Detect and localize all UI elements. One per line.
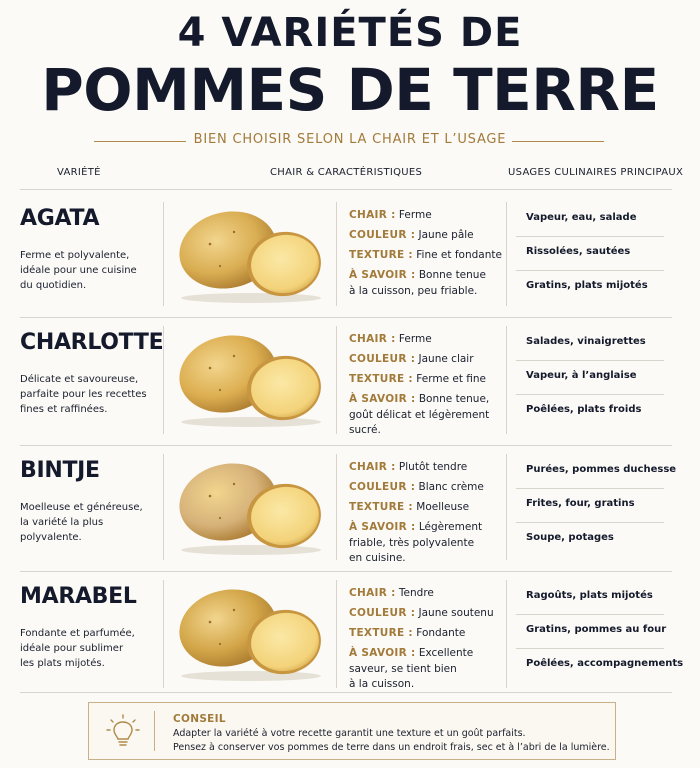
column-separator (506, 454, 507, 560)
column-header-usage: USAGES CULINAIRES PRINCIPAUX (508, 167, 684, 178)
lightbulb-icon (103, 712, 143, 752)
char-texture-value: Moelleuse (416, 501, 470, 513)
variety-name: AGATA (20, 206, 100, 231)
char-savoir-value: Bonne tenue, (418, 393, 490, 405)
variety-description-line: Fondante et parfumée, (20, 628, 135, 639)
char-chair-label: CHAIR : (349, 333, 396, 345)
char-savoir-continued: friable, très polyvalente (349, 537, 475, 549)
char-chair-value: Plutôt tendre (398, 461, 468, 473)
usage-item: Gratins, plats mijotés (526, 280, 648, 291)
char-texture (349, 372, 486, 386)
variety-description-line: idéale pour une cuisine (20, 265, 137, 276)
char-chair-label: CHAIR : (349, 587, 396, 599)
usage-item: Salades, vinaigrettes (526, 336, 646, 347)
row-divider (20, 571, 672, 572)
char-savoir (349, 520, 482, 534)
column-separator (163, 202, 164, 306)
usage-item: Poêlées, plats froids (526, 404, 642, 415)
usage-item: Poêlées, accompagnements (526, 658, 684, 669)
char-savoir (349, 268, 486, 282)
variety-description-line: fines et raffinées. (20, 404, 108, 415)
usage-item: Rissolées, sautées (526, 246, 631, 257)
tip-text-line-2: Pensez à conserver vos pommes de terre dans un endroit frais, sec et à l’abri de la lumière. (173, 742, 610, 753)
row-divider (20, 692, 672, 693)
column-separator (506, 580, 507, 688)
usage-divider (516, 270, 664, 271)
char-texture-label: TEXTURE : (349, 249, 413, 261)
column-separator (336, 580, 337, 688)
char-chair (349, 586, 434, 600)
usage-divider (516, 360, 664, 361)
char-savoir (349, 392, 489, 406)
row-divider (20, 317, 672, 318)
usage-item: Vapeur, à l’anglaise (526, 370, 637, 381)
column-separator (506, 326, 507, 434)
char-texture-label: TEXTURE : (349, 501, 413, 513)
char-chair (349, 332, 432, 346)
column-separator (163, 326, 164, 434)
char-texture-value: Fondante (416, 627, 466, 639)
column-separator (506, 202, 507, 306)
char-chair-label: CHAIR : (349, 461, 396, 473)
usage-item: Vapeur, eau, salade (526, 212, 637, 223)
column-header-variety: VARIÉTÉ (57, 167, 101, 178)
column-separator (336, 202, 337, 306)
char-couleur-label: COULEUR : (349, 607, 416, 619)
variety-description-line: polyvalente. (20, 532, 82, 543)
char-savoir-label: À SAVOIR : (349, 521, 416, 533)
usage-divider (516, 522, 664, 523)
usage-divider (516, 488, 664, 489)
usage-item: Gratins, pommes au four (526, 624, 667, 635)
subtitle-rule-right (512, 141, 604, 142)
usage-divider (516, 614, 664, 615)
variety-description-line: Délicate et savoureuse, (20, 374, 139, 385)
title-line-1: 4 VARIÉTÉS DE (177, 10, 523, 56)
variety-name: BINTJE (20, 458, 100, 483)
char-texture-label: TEXTURE : (349, 373, 413, 385)
usage-divider (516, 648, 664, 649)
char-savoir-continued: à la cuisson. (349, 678, 415, 690)
column-separator (163, 580, 164, 688)
row-divider (20, 445, 672, 446)
char-couleur-label: COULEUR : (349, 229, 416, 241)
column-separator (336, 326, 337, 434)
char-couleur (349, 606, 494, 620)
char-chair-value: Tendre (398, 587, 434, 599)
variety-description-line: la variété la plus (20, 517, 104, 528)
variety-row-marabel (0, 578, 700, 700)
char-savoir-continued: à la cuisson, peu friable. (349, 285, 478, 297)
char-chair (349, 460, 467, 474)
variety-name: CHARLOTTE (20, 330, 164, 355)
column-separator (336, 454, 337, 560)
char-texture (349, 500, 469, 514)
variety-description-line: Ferme et polyvalente, (20, 250, 130, 261)
usage-item: Purées, pommes duchesse (526, 464, 677, 475)
variety-description-line: du quotidien. (20, 280, 87, 291)
char-couleur-value: Jaune pâle (418, 229, 474, 241)
variety-row-agata (0, 200, 700, 318)
usage-divider (516, 236, 664, 237)
char-savoir-continued: goût délicat et légèrement (349, 409, 490, 421)
variety-description-line: parfaite pour les recettes (20, 389, 147, 400)
variety-row-charlotte (0, 324, 700, 446)
char-savoir-continued: saveur, se tient bien (349, 663, 457, 675)
char-couleur-label: COULEUR : (349, 481, 416, 493)
char-chair-value: Ferme (398, 333, 432, 345)
usage-item: Ragoûts, plats mijotés (526, 590, 653, 601)
char-couleur-label: COULEUR : (349, 353, 416, 365)
char-texture-label: TEXTURE : (349, 627, 413, 639)
char-chair-label: CHAIR : (349, 209, 396, 221)
usage-item: Soupe, potages (526, 532, 614, 543)
char-couleur (349, 352, 474, 366)
tip-separator (154, 711, 155, 751)
header-divider (20, 189, 672, 190)
subtitle: BIEN CHOISIR SELON LA CHAIR ET L’USAGE (193, 132, 507, 147)
variety-row-bintje (0, 452, 700, 572)
variety-description-line: les plats mijotés. (20, 658, 105, 669)
char-texture (349, 626, 465, 640)
char-savoir-value: Excellente (418, 647, 474, 659)
title-line-2: POMMES DE TERRE (41, 56, 659, 124)
usage-item: Frites, four, gratins (526, 498, 635, 509)
subtitle-row (0, 130, 700, 152)
char-savoir-label: À SAVOIR : (349, 393, 416, 405)
column-separator (163, 454, 164, 560)
char-savoir (349, 646, 473, 660)
char-couleur-value: Jaune soutenu (418, 607, 494, 619)
char-couleur (349, 228, 474, 242)
char-savoir-label: À SAVOIR : (349, 269, 416, 281)
variety-name: MARABEL (20, 584, 137, 609)
column-header-flesh: CHAIR & CARACTÉRISTIQUES (270, 167, 423, 178)
potato-illustration (172, 204, 330, 304)
char-savoir-continued: en cuisine. (349, 552, 406, 564)
char-texture (349, 248, 502, 262)
potato-illustration (172, 582, 330, 682)
char-savoir-value: Légèrement (418, 521, 483, 533)
usage-divider (516, 394, 664, 395)
char-texture-value: Fine et fondante (416, 249, 502, 261)
char-chair (349, 208, 432, 222)
variety-description-line: Moelleuse et généreuse, (20, 502, 143, 513)
tip-title: CONSEIL (173, 713, 226, 725)
char-couleur-value: Blanc crème (418, 481, 484, 493)
char-couleur (349, 480, 484, 494)
potato-illustration (172, 456, 330, 556)
char-savoir-label: À SAVOIR : (349, 647, 416, 659)
char-savoir-value: Bonne tenue (418, 269, 486, 281)
char-couleur-value: Jaune clair (418, 353, 474, 365)
char-savoir-continued: sucré. (349, 424, 381, 436)
variety-description-line: idéale pour sublimer (20, 643, 124, 654)
tip-text-line-1: Adapter la variété à votre recette garantit une texture et un goût parfaits. (173, 728, 526, 739)
char-texture-value: Ferme et fine (416, 373, 487, 385)
tip-box (88, 702, 616, 760)
char-chair-value: Ferme (398, 209, 432, 221)
potato-illustration (172, 328, 330, 428)
